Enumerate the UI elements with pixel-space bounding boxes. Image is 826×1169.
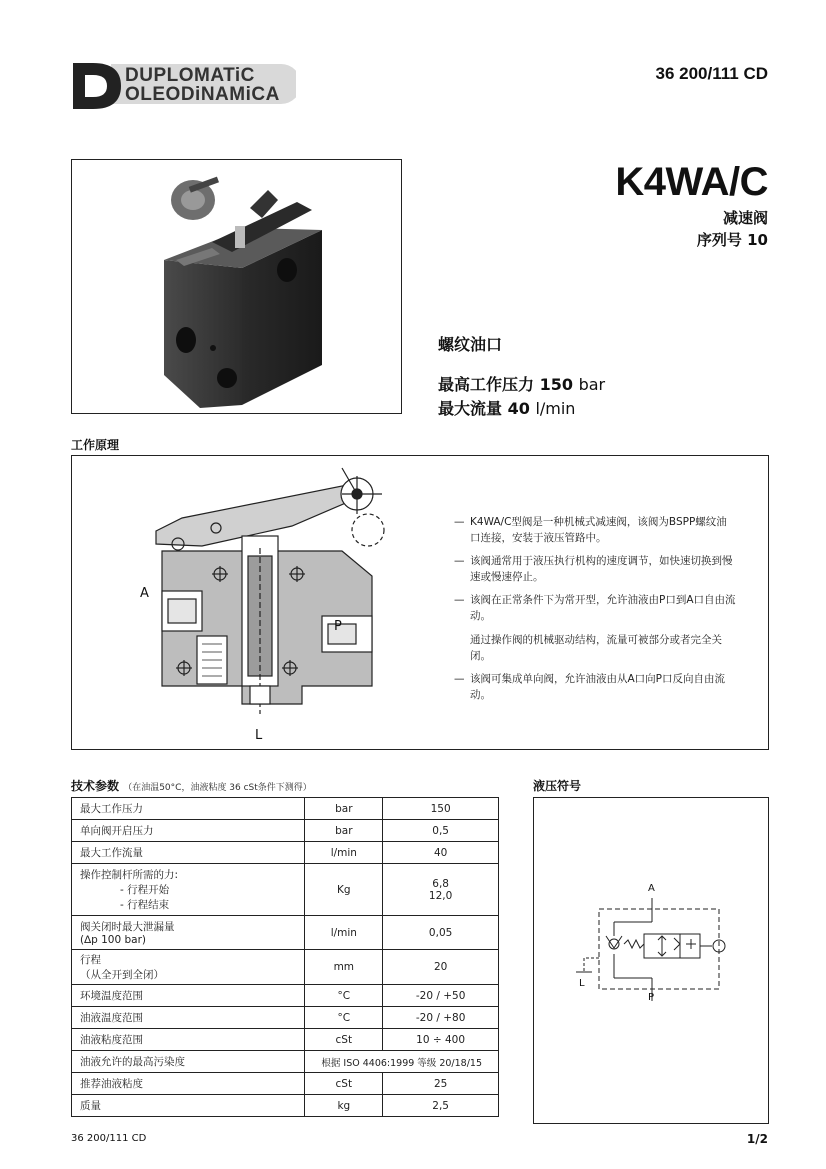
table-row: 油液温度范围 °C -20 / +80 bbox=[72, 1007, 499, 1029]
max-flow-label: 最大流量 bbox=[438, 399, 503, 418]
max-flow-value: 40 bbox=[507, 399, 530, 418]
max-pressure-value: 150 bbox=[539, 375, 573, 394]
specs-table bbox=[71, 797, 499, 1117]
table-row: 环境温度范围 °C -20 / +50 bbox=[72, 985, 499, 1007]
feature-max-pressure bbox=[438, 372, 605, 395]
table-row: 单向阀开启压力 bar 0,5 bbox=[72, 820, 499, 842]
symbol-label-a: A bbox=[648, 883, 655, 894]
label-port-l: L bbox=[255, 728, 263, 743]
table-row: 推荐油液粘度 cSt 25 bbox=[72, 1073, 499, 1095]
principle-bullet: — K4WA/C型阀是一种机械式减速阀，该阀为BSPP螺纹油口连接，安装于液压管路中。 bbox=[454, 516, 727, 544]
table-row: 质量 kg 2,5 bbox=[72, 1095, 499, 1117]
product-title: K4WA/C bbox=[615, 160, 768, 204]
principle-heading: 工作原理 bbox=[71, 438, 120, 452]
principle-description bbox=[454, 514, 736, 710]
product-subtitle: 减速阀 bbox=[722, 209, 768, 227]
specs-note: （在油温50°C，油液粘度 36 cSt条件下测得） bbox=[123, 783, 312, 793]
logo-line-2: OLEODiNAMiCA bbox=[125, 84, 280, 105]
symbol-label-p: P bbox=[648, 992, 655, 1003]
product-photo-frame bbox=[71, 159, 402, 414]
footer-document-number: 36 200/111 CD bbox=[71, 1133, 147, 1144]
feature-max-flow bbox=[438, 396, 575, 419]
specs-heading: 技术参数 （在油温50°C，油液粘度 36 cSt条件下测得） bbox=[71, 779, 312, 793]
principle-bullet: — 该阀可集成单向阀，允许油液由从A口向P口反向自由流动。 bbox=[454, 673, 726, 701]
table-row: 油液粘度范围 cSt 10 ÷ 400 bbox=[72, 1029, 499, 1051]
symbol-label-l: L bbox=[579, 978, 585, 989]
principle-panel bbox=[71, 455, 769, 750]
principle-paragraph: 通过操作阀的机械驱动结构，流量可被部分或者完全关闭。 bbox=[470, 634, 722, 662]
max-pressure-label: 最高工作压力 bbox=[438, 375, 535, 394]
table-row: 最大工作流量 l/min 40 bbox=[72, 842, 499, 864]
page-number: 1/2 bbox=[746, 1132, 768, 1146]
valve-photo bbox=[72, 160, 401, 413]
symbol-heading: 液压符号 bbox=[533, 779, 582, 793]
principle-bullet: — 该阀在正常条件下为常开型，允许油液由P口到A口自由流动。 bbox=[454, 594, 736, 622]
product-series: 序列号 10 bbox=[696, 231, 768, 249]
label-port-a: A bbox=[140, 586, 149, 601]
feature-threaded-ports: 螺纹油口 bbox=[438, 335, 503, 354]
brand-logo bbox=[71, 60, 296, 110]
max-flow-unit: l/min bbox=[535, 399, 576, 418]
table-row: 最大工作压力 bar 150 bbox=[72, 798, 499, 820]
valve-section-drawing bbox=[142, 456, 402, 746]
max-pressure-unit: bar bbox=[578, 375, 606, 394]
table-row: 操作控制杆所需的力: - 行程开始 - 行程结束 Kg 6,8 12,0 bbox=[72, 864, 499, 916]
principle-bullet: — 该阀通常用于液压执行机构的速度调节，如快速切换到慢速或慢速停止。 bbox=[454, 555, 733, 583]
hydraulic-symbol-drawing bbox=[534, 798, 770, 1125]
document-number: 36 200/111 CD bbox=[655, 64, 768, 83]
table-row: 行程 （从全开到全闭） mm 20 bbox=[72, 950, 499, 985]
label-port-p: P bbox=[334, 619, 342, 634]
table-row: 油液允许的最高污染度 根据 ISO 4406:1999 等级 20/18/15 bbox=[72, 1051, 499, 1073]
table-row: 阀关闭时最大泄漏量 (∆p 100 bar) l/min 0,05 bbox=[72, 916, 499, 950]
logo-line-1: DUPLOMATiC bbox=[125, 65, 255, 86]
symbol-panel bbox=[533, 797, 769, 1124]
